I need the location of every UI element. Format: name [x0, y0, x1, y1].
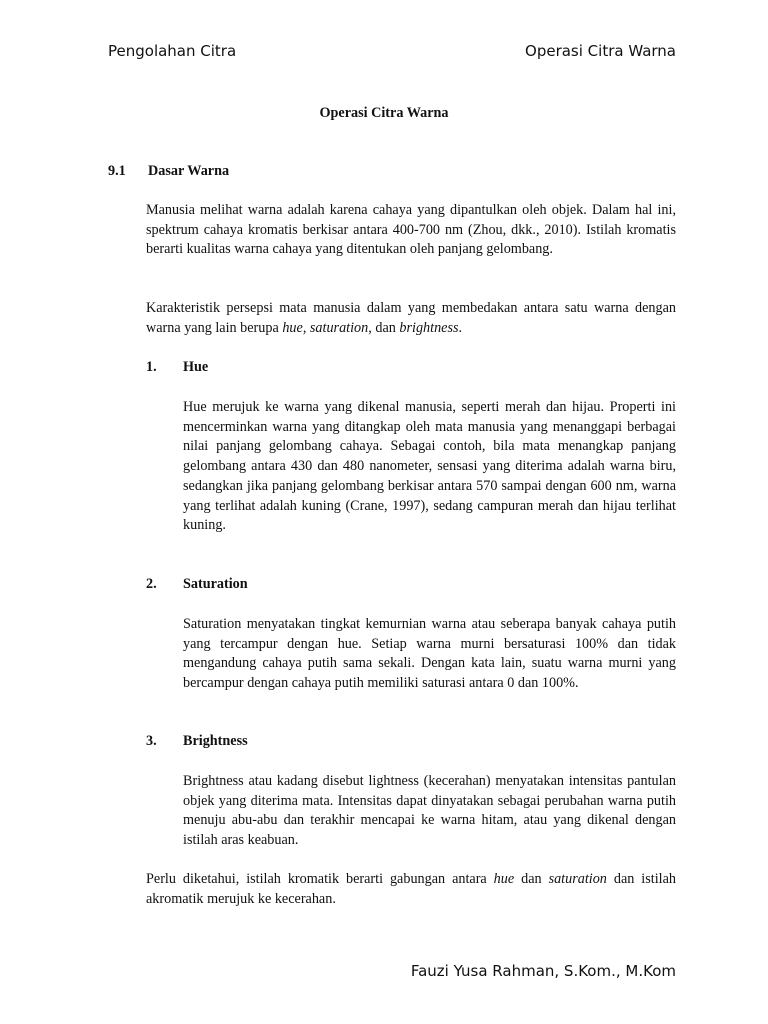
item-title: Hue: [183, 359, 209, 375]
text-run: dan istilah akromatik merujuk ke kecerahan.: [146, 871, 676, 907]
text-run: Perlu diketahui, istilah kromatik berarti gabungan antara: [146, 871, 494, 887]
footer-author: Fauzi Yusa Rahman, S.Kom., M.Kom: [410, 962, 676, 980]
paragraph-saturation: Saturation menyatakan tingkat kemurnian warna atau seberapa banyak cahaya putih yang tercampur dengan hue. Setiap warna murni bersaturasi 100% dan tidak mengandung cahaya putih sama sekali. Dengan kata lain, suatu warna murni yang bercampur dengan cahaya putih memiliki saturasi antara 0 dan 100%.: [183, 616, 676, 692]
item-title: Brightness: [183, 733, 248, 749]
subheading-hue: [146, 358, 208, 378]
header-left: Pengolahan Citra: [108, 42, 237, 60]
item-number: 2.: [146, 576, 157, 592]
paragraph-intro: Manusia melihat warna adalah karena cahaya yang dipantulkan oleh objek. Dalam hal ini, spektrum cahaya kromatis berkisar antara 400-700 nm (Zhou, dkk., 2010). Istilah kromatis berarti kualitas warna cahaya yang ditentukan oleh panjang gelombang.: [146, 202, 676, 258]
italic-term: saturation: [548, 871, 607, 887]
paragraph-closing: [146, 870, 676, 909]
text-run: Karakteristik persepsi mata manusia dalam yang membedakan antara satu warna dengan warna yang lain berupa: [146, 300, 676, 336]
subheading-brightness: [146, 732, 248, 752]
item-number: 3.: [146, 733, 157, 749]
header-right: Operasi Citra Warna: [525, 42, 676, 60]
subheading-saturation: [146, 575, 248, 595]
document-title: Operasi Citra Warna: [319, 105, 449, 121]
text-run: dan: [514, 871, 549, 887]
italic-term: saturation: [309, 319, 369, 336]
italic-term: hue: [493, 871, 515, 887]
section-title: Dasar Warna: [148, 163, 230, 179]
paragraph-brightness: Brightness atau kadang disebut lightness (kecerahan) menyatakan intensitas pantulan objek yang diterima mata. Intensitas dapat dinyatakan sebagai perubahan warna putih menuju abu-abu dan terakhir mencapai ke warna hitam, atau yang dikenal dengan istilah aras keabuan.: [183, 773, 676, 849]
text-run: ,: [302, 319, 310, 336]
text-run: , dan: [368, 319, 400, 336]
paragraph-characteristics: [146, 299, 676, 338]
italic-term: brightness: [399, 319, 459, 336]
paragraph-hue: Hue merujuk ke warna yang dikenal manusia, seperti merah dan hijau. Properti ini mencerminkan warna yang ditangkap oleh mata manusia yang menanggapi berbagai nilai panjang gelombang cahaya. Sebagai contoh, bila mata menangkap panjang gelombang antara 430 dan 480 nanometer, sensasi yang diterima adalah warna biru, sedangkan jika panjang gelombang berkisar antara 570 sampai dengan 600 nm, warna yang terlihat adalah kuning (Crane, 1997), sedang campuran merah dan hijau terlihat kuning.: [183, 399, 676, 534]
section-heading: [108, 162, 229, 182]
text-run: .: [458, 319, 463, 336]
item-title: Saturation: [183, 576, 248, 592]
item-number: 1.: [146, 359, 157, 375]
italic-term: hue: [282, 319, 303, 336]
section-number: 9.1: [108, 163, 126, 179]
